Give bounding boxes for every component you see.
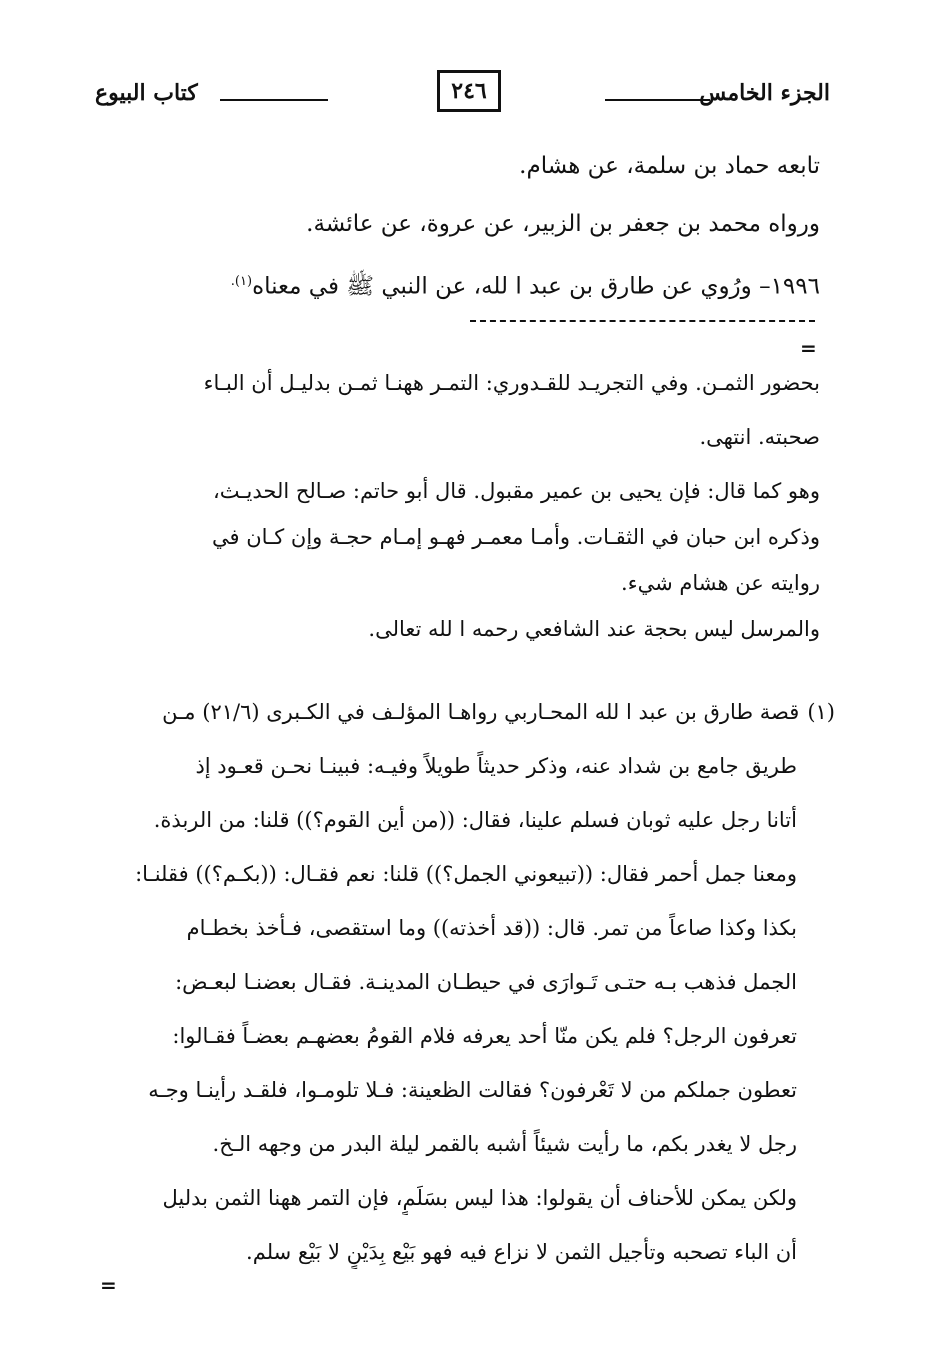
footnote-line: تعطون جملكم من لا تَعْرفون؟ فقالت الظعينة: فـلا تلومـوا، فلقـد رأينـا وجـه: [148, 1078, 797, 1102]
footnote-line: تعرفون الرجل؟ فلم يكن منّا أحد يعرفه فلام القومُ بعضهـم بعضـاً فقـالوا:: [172, 1024, 797, 1048]
header-rule-left: [220, 99, 328, 101]
book-title: كتاب البيوع: [95, 80, 198, 106]
footnote-line: أتانا رجل عليه ثوبان فسلم علينا، فقال: ((من أين القوم؟)) قلنا: من الربذة.: [153, 808, 797, 832]
hadith-text: ١٩٩٦– ورُوي عن طارق بن عبد ا لله، عن النبي ﷺ في معناه: [252, 273, 820, 300]
main-text: [100, 150, 820, 329]
note-line: وذكره ابن حبان في الثقـات. وأمـا معمـر فهـو إمـام حجـة وإن كـان في: [212, 525, 820, 549]
footnote-text: قصة طارق بن عبد ا لله المحـاربي رواهـا المؤلـف في الكـبرى (٢١/٦) مـن: [162, 700, 800, 724]
header-rule-right: [605, 99, 710, 101]
footnote-line: [100, 695, 835, 729]
main-line: تابعه حماد بن سلمة، عن هشام.: [519, 153, 820, 179]
footnote-line: أن الباء تصحبه وتأجيل الثمن لا نزاع فيه فهو بَيْع بِدَيْنٍ لا بَيْع سلم.: [246, 1240, 797, 1264]
footnote-line: بكذا وكذا صاعاً من تمر. قال: ((قد أخذته)) وما استقصى، فـأخذ بخطـام: [186, 916, 797, 940]
hadith-line: [100, 266, 820, 303]
footnote-line: الجمل فذهب بـه حتـى تَـوارَى في حيطـان المدينـة. فقـال بعضنـا لبعـض:: [175, 970, 797, 994]
continuation-mark: =: [800, 336, 817, 360]
footnote-line: ومعنا جمل أحمر فقال: ((تبيعوني الجمل؟)) قلنا: نعم فقـال: ((بكـم؟)) فقلنـا:: [135, 862, 797, 886]
footnote-line: طريق جامع بن شداد عنه، وذكر حديثاً طويلاً وفيـه: فبينـا نحـن قعـود إذ: [195, 754, 797, 778]
footnote-ref: (١).: [230, 274, 253, 289]
note-line: روايته عن هشام شيء.: [621, 571, 820, 595]
note-line: صحبته. انتهى.: [699, 425, 820, 449]
volume-label: الجزء الخامس: [699, 80, 830, 106]
footnote-number: (١): [807, 700, 835, 724]
continued-notes: [100, 366, 820, 666]
footnote: [100, 695, 835, 1289]
page-number: ٢٤٦: [451, 78, 487, 104]
continuation-mark: =: [100, 1273, 117, 1297]
note-line: بحضور الثمـن. وفي التجريـد للقـدوري: التمـر ههنـا ثمـن بدليـل أن البـاء: [203, 371, 820, 395]
note-line: وهو كما قال: فإن يحيى بن عمير مقبول. قال أبو حاتم: صـالح الحديـث،: [212, 479, 820, 503]
page-number-box: [437, 70, 501, 112]
page-header: [95, 68, 830, 118]
main-line: ورواه محمد بن جعفر بن الزبير، عن عروة، عن عائشة.: [306, 211, 820, 237]
footnote-line: رجل لا يغدر بكم، ما رأيت شيئاً أشبه بالقمر ليلة البدر من وجهه الـخ.: [212, 1132, 797, 1156]
footnote-separator: [470, 320, 815, 322]
note-line: والمرسل ليس بحجة عند الشافعي رحمه ا لله تعالى.: [368, 617, 820, 641]
footnote-line: ولكن يمكن للأحناف أن يقولوا: هذا ليس بسَلَمٍ، فإن التمر ههنا الثمن بدليل: [162, 1186, 797, 1210]
